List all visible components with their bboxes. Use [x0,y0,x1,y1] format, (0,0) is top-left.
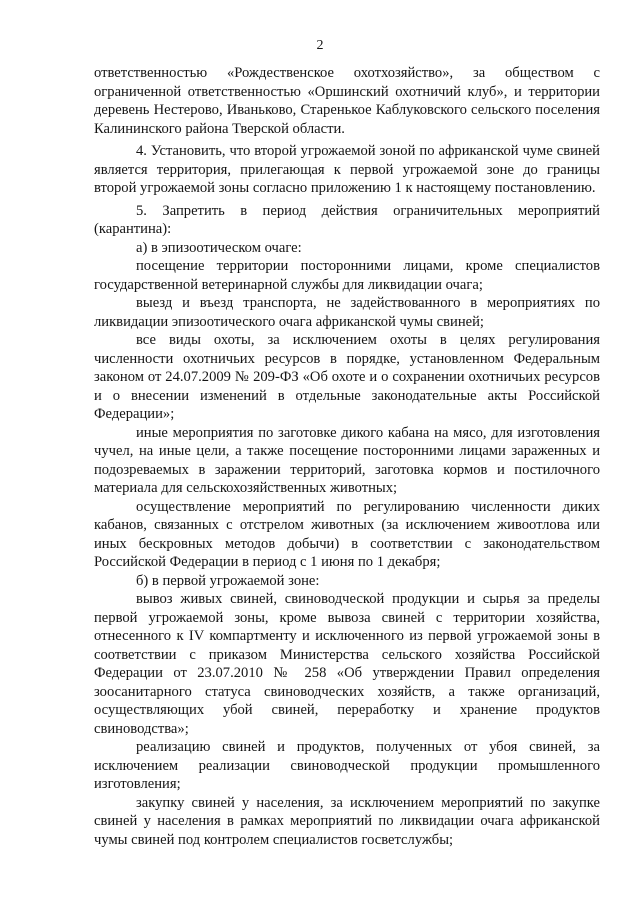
paragraph-boar-harvest-restriction: иные мероприятия по заготовке дикого кабана на мясо, для изготовления чучел, на иные цели, а также посещение посторонними лицами зараженных и подозреваемых в заражении территорий, заготовка кормов и постилочного материала для сельскохозяйственных животных; [94,424,600,496]
paragraph-item-4: 4. Установить, что второй угрожаемой зоной по африканской чуме свиней является территория, прилегающая к первой угрожаемой зоне до границы второй угрожаемой зоны согласно приложению 1 к настоящему постановлению. [94,143,600,196]
subheading-first-threat-zone: б) в первой угрожаемой зоне: [136,572,320,589]
paragraph-visit-restriction: посещение территории посторонними лицами, кроме специалистов государственной ветеринарной службы для ликвидации очага; [94,258,600,293]
document-body [94,64,600,849]
paragraph-purchase-restriction: закупку свиней у населения, за исключением мероприятий по закупке свиней у населения в рамках мероприятий по ликвидации очага африканской чумы свиней под контролем специалистов госветслужбы; [94,794,600,848]
paragraph-transport-restriction: выезд и въезд транспорта, не задействованного в мероприятиях по ликвидации эпизоотического очага африканской чумы свиней; [94,295,600,330]
paragraph-export-restriction: вывоз живых свиней, свиноводческой продукции и сырья за пределы первой угрожаемой зоны, кроме вывоза свиней с территории хозяйства, отнесенного к IV компартменту и исключенного из первой угрожаемой зоны в соответствии с приказом Министерства сельского хозяйства Российской Федерации от 23.07.2010 № 258 «Об утверждении Правил определения зоосанитарного статуса свиноводческих хозяйств, а также организаций, осуществляющих убой свиней, переработку и хранение продуктов свиноводства»; [94,591,600,737]
paragraph-continuation: ответственностью «Рождественское охотхозяйство», за обществом с ограниченной ответственностью «Оршинский охотничий клуб», и территории деревень Нестерово, Иваньково, Старенькое Каблуковского сельского поселения Калининского района Тверской области. [94,65,600,137]
paragraph-population-regulation: осуществление мероприятий по регулированию численности диких кабанов, связанных с отстрелом животных (за исключением живоотлова или иных бескровных методов добычи) в соответствии с законодательством Российской Федерации в период с 1 июня по 1 декабря; [94,498,600,570]
paragraph-item-5: 5. Запретить в период действия ограничительных мероприятий (карантина): [94,202,600,237]
subheading-epizootic-focus: а) в эпизоотическом очаге: [136,239,302,256]
page-number: 2 [316,38,324,53]
paragraph-sale-restriction: реализацию свиней и продуктов, полученных от убоя свиней, за исключением реализации свиноводческой продукции промышленного изготовления; [94,739,600,792]
paragraph-hunting-restriction: все виды охоты, за исключением охоты в целях регулирования численности охотничьих ресурсов в порядке, установленном Федеральным законом от 24.07.2009 № 209-ФЗ «Об охоте и о сохранении охотничьих ресурсов и о внесении изменений в отдельные законодательные акты Российской Федерации»; [94,332,600,422]
